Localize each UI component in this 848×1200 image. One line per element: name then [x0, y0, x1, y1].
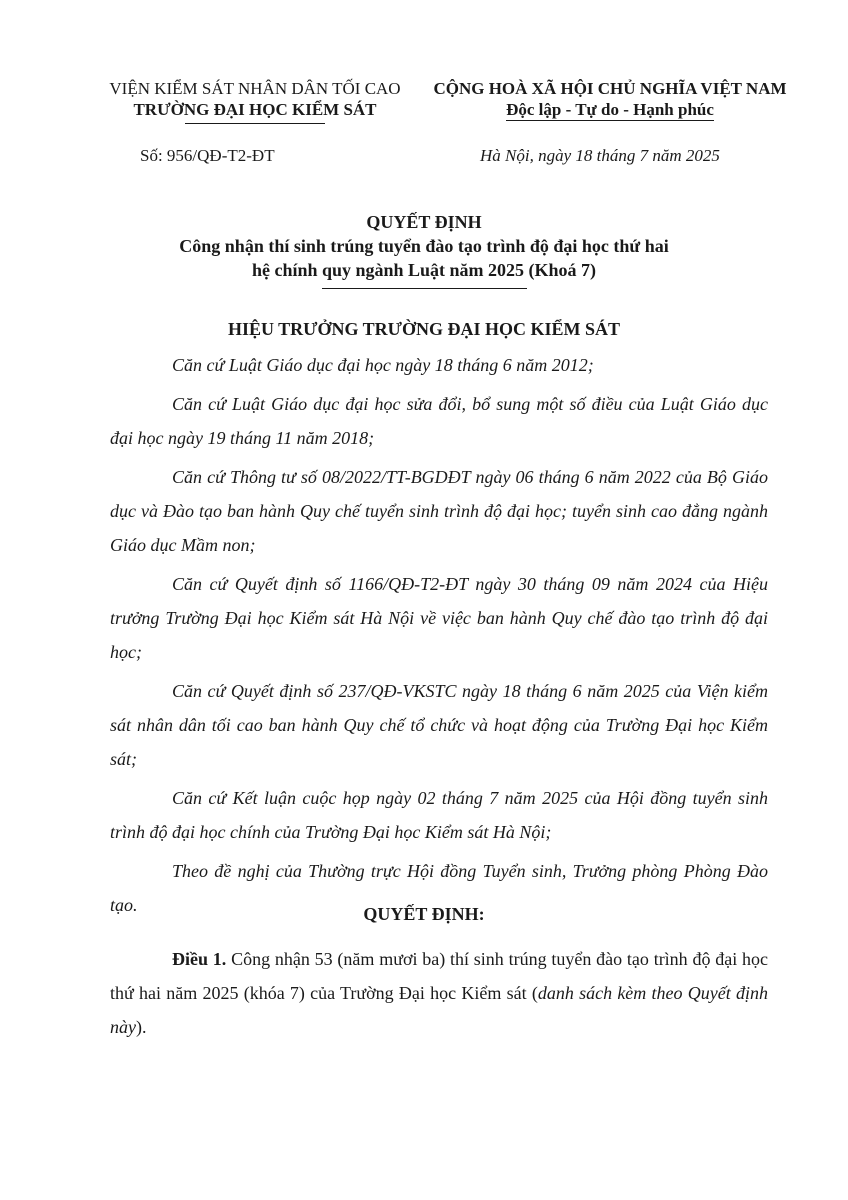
document-meta [0, 146, 848, 170]
decision-heading: QUYẾT ĐỊNH: [363, 904, 485, 924]
document-header [0, 78, 848, 138]
agency-underline [185, 123, 325, 124]
legal-basis-item: Căn cứ Quyết định số 1166/QĐ-T2-ĐT ngày 30 tháng 09 năm 2024 của Hiệu trưởng Trường Đại học Kiểm sát Hà Nội về việc ban hành Quy chế đào tạo trình độ đại học; [110, 574, 768, 662]
legal-basis-item: Căn cứ Luật Giáo dục đại học sửa đổi, bổ sung một số điều của Luật Giáo dục đại học ngày 19 tháng 11 năm 2018; [110, 394, 768, 448]
legal-bases [110, 348, 768, 922]
legal-basis-item: Căn cứ Kết luận cuộc họp ngày 02 tháng 7 năm 2025 của Hội đồng tuyển sinh trình độ đại học chính của Trường Đại học Kiểm sát Hà Nội; [110, 788, 768, 842]
title-main: QUYẾT ĐỊNH [366, 212, 482, 232]
title-underline [322, 288, 527, 289]
title-subject-line2: hệ chính quy ngành Luật năm 2025 (Khoá 7) [251, 260, 597, 280]
article-1 [110, 942, 768, 1044]
article-1-attachment-note: danh sách kèm theo Quyết định này [110, 983, 768, 1037]
legal-basis-item: Theo đề nghị của Thường trực Hội đồng Tuyển sinh, Trưởng phòng Phòng Đào tạo. [110, 861, 768, 915]
document-number: Số: 956/QĐ-T2-ĐT [140, 146, 275, 165]
motto: Độc lập - Tự do - Hạnh phúc [506, 100, 714, 119]
document-title [0, 210, 848, 289]
agency-name: TRƯỜNG ĐẠI HỌC KIỂM SÁT [133, 100, 377, 119]
legal-basis-item: Căn cứ Luật Giáo dục đại học ngày 18 tháng 6 năm 2012; [172, 355, 594, 375]
legal-basis-item: Căn cứ Thông tư số 08/2022/TT-BGDĐT ngày 06 tháng 6 năm 2022 của Bộ Giáo dục và Đào tạo ban hành Quy chế tuyển sinh trình độ đại học; tuyển sinh cao đẳng ngành Giáo dục Mầm non; [110, 467, 768, 555]
article-1-label: Điều 1. [172, 949, 227, 969]
issuing-agency [100, 78, 410, 124]
document-date: Hà Nội, ngày 18 tháng 7 năm 2025 [480, 146, 720, 165]
parent-agency-name: VIỆN KIỂM SÁT NHÂN DÂN TỐI CAO [109, 79, 401, 98]
article-1-text: Công nhận 53 (năm mươi ba) thí sinh trúng tuyển đào tạo trình độ đại học thứ hai năm 2025 (khóa 7) của Trường Đại học Kiểm sát ( [110, 949, 769, 1003]
legal-basis-item: Căn cứ Quyết định số 237/QĐ-VKSTC ngày 18 tháng 6 năm 2025 của Viện kiểm sát nhân dân tối cao ban hành Quy chế tổ chức và hoạt động của Trường Đại học Kiểm sát; [110, 681, 768, 769]
national-motto [420, 78, 800, 121]
country-name: CỘNG HOÀ XÃ HỘI CHỦ NGHĨA VIỆT NAM [433, 79, 787, 98]
article-1-end: ). [136, 1017, 147, 1037]
issuing-authority: HIỆU TRƯỞNG TRƯỜNG ĐẠI HỌC KIỂM SÁT [227, 319, 621, 339]
title-subject-line1: Công nhận thí sinh trúng tuyển đào tạo trình độ đại học thứ hai [179, 236, 669, 256]
